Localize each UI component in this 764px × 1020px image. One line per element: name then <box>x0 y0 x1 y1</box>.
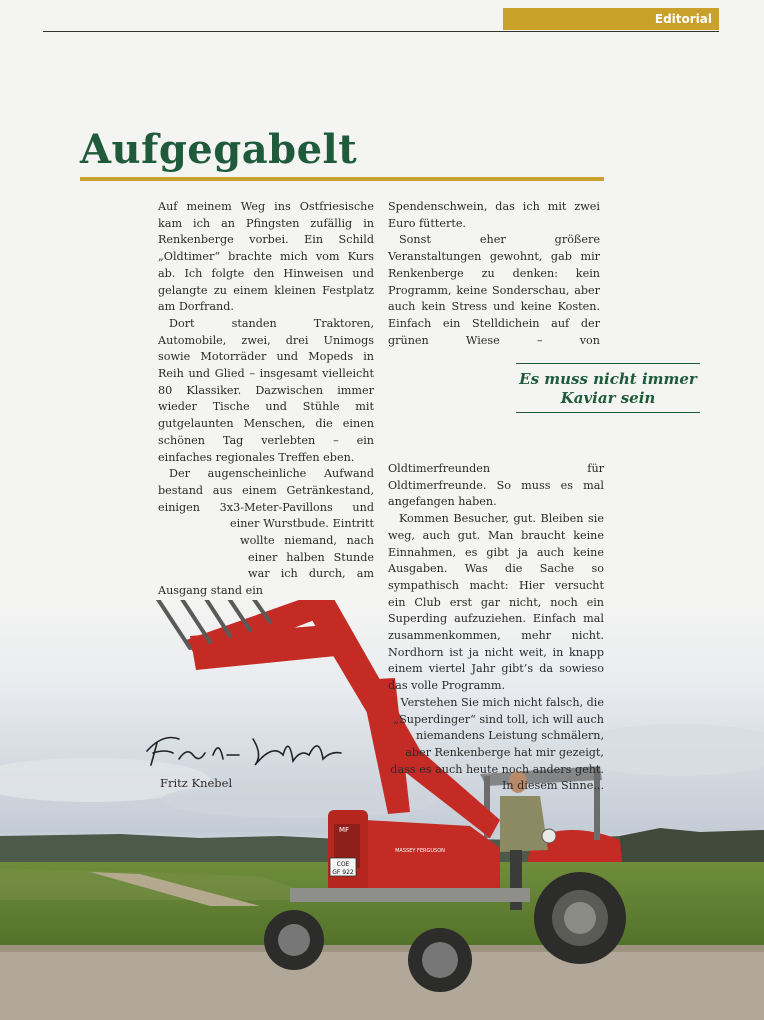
col2-paragraph-4: Verstehen Sie mich nicht falsch, die „Superdinger“ sind toll, ich will auch niemandens Leistung schmälern, aber Renkenberge hat mir gezeigt, dass es auch heute noch anders geht. In diesem Sinne... <box>390 695 604 793</box>
pull-quote: Es muss nicht immer Kaviar sein <box>516 363 700 413</box>
front-wheel-left <box>264 910 324 970</box>
plate-text-2: GF 922 <box>332 869 354 876</box>
header-rule <box>43 31 719 32</box>
col1-paragraph-3: Der augenscheinliche Aufwand bestand aus einem Getränkestand, einigen 3x3-Meter-Pavillons und einer Wurstbude. Eintritt wollte niemand, nach einer halben Stunde war ich durch, am Ausgang stand ein <box>158 467 374 598</box>
title-rule <box>80 177 604 181</box>
author-signature <box>143 725 353 775</box>
article-title: Aufgegabelt <box>80 126 358 173</box>
hood-text: MASSEY FERGUSON <box>395 848 445 854</box>
section-label: Editorial <box>503 8 719 30</box>
rear-wheel <box>534 872 626 964</box>
tractor-photo <box>0 600 764 1020</box>
col2-paragraph-3: Kommen Besucher, gut. Bleiben sie weg, auch gut. Man braucht keine Einnahmen, es gibt ja auch keine Ausgaben. Was die Sache so sympathisch macht: Hier versucht ein Club erst gar nicht, noch ein Superding aufzuziehen. Einfach mal zusammenkommen, mehr nicht. Nordhorn ist ja nicht weit, in knapp einem viertel Jahr gibt’s da sowieso das volle Programm. <box>388 512 604 693</box>
col2-paragraph-1: Spendenschwein, das ich mit zwei Euro fütterte. <box>388 200 600 230</box>
col1-paragraph-1: Auf meinem Weg ins Ostfriesische kam ich an Pfingsten zufällig in Renkenberge vorbei. Ein Schild „Oldtimer“ brachte mich vom Kurs ab. Ich folgte den Hinweisen und gelangte zu einem kleinen Festplatz am Dorfrand. <box>158 200 374 314</box>
article-column-2 <box>388 199 604 795</box>
plate-text-1: COE <box>336 861 350 868</box>
article-column-1 <box>158 199 374 600</box>
col1-paragraph-2: Dort standen Traktoren, Automobile, zwei, drei Unimogs sowie Motorräder und Mopeds in Reih und Glied – insgesamt vielleicht 80 Klassiker. Dazwischen immer wieder Tische und Stühle mit gutgelaunten Menschen, die einen schönen Tag verlebten – ein einfaches regionales Treffen eben. <box>158 316 374 464</box>
col2-paragraph-2: Sonst eher größere Veranstaltungen gewohnt, gab mir Renkenberge zu denken: kein Programm, keine Sonderschau, aber auch kein Stress und keine Kosten. Einfach ein Stelldichein auf der grünen Wiese – von Oldtimerfreunden für Oldtimerfreunde. So muss es mal angefangen haben. <box>388 233 604 509</box>
author-name: Fritz Knebel <box>160 776 233 790</box>
front-wheel-right <box>408 928 472 992</box>
hood-badge: MF <box>338 826 350 834</box>
